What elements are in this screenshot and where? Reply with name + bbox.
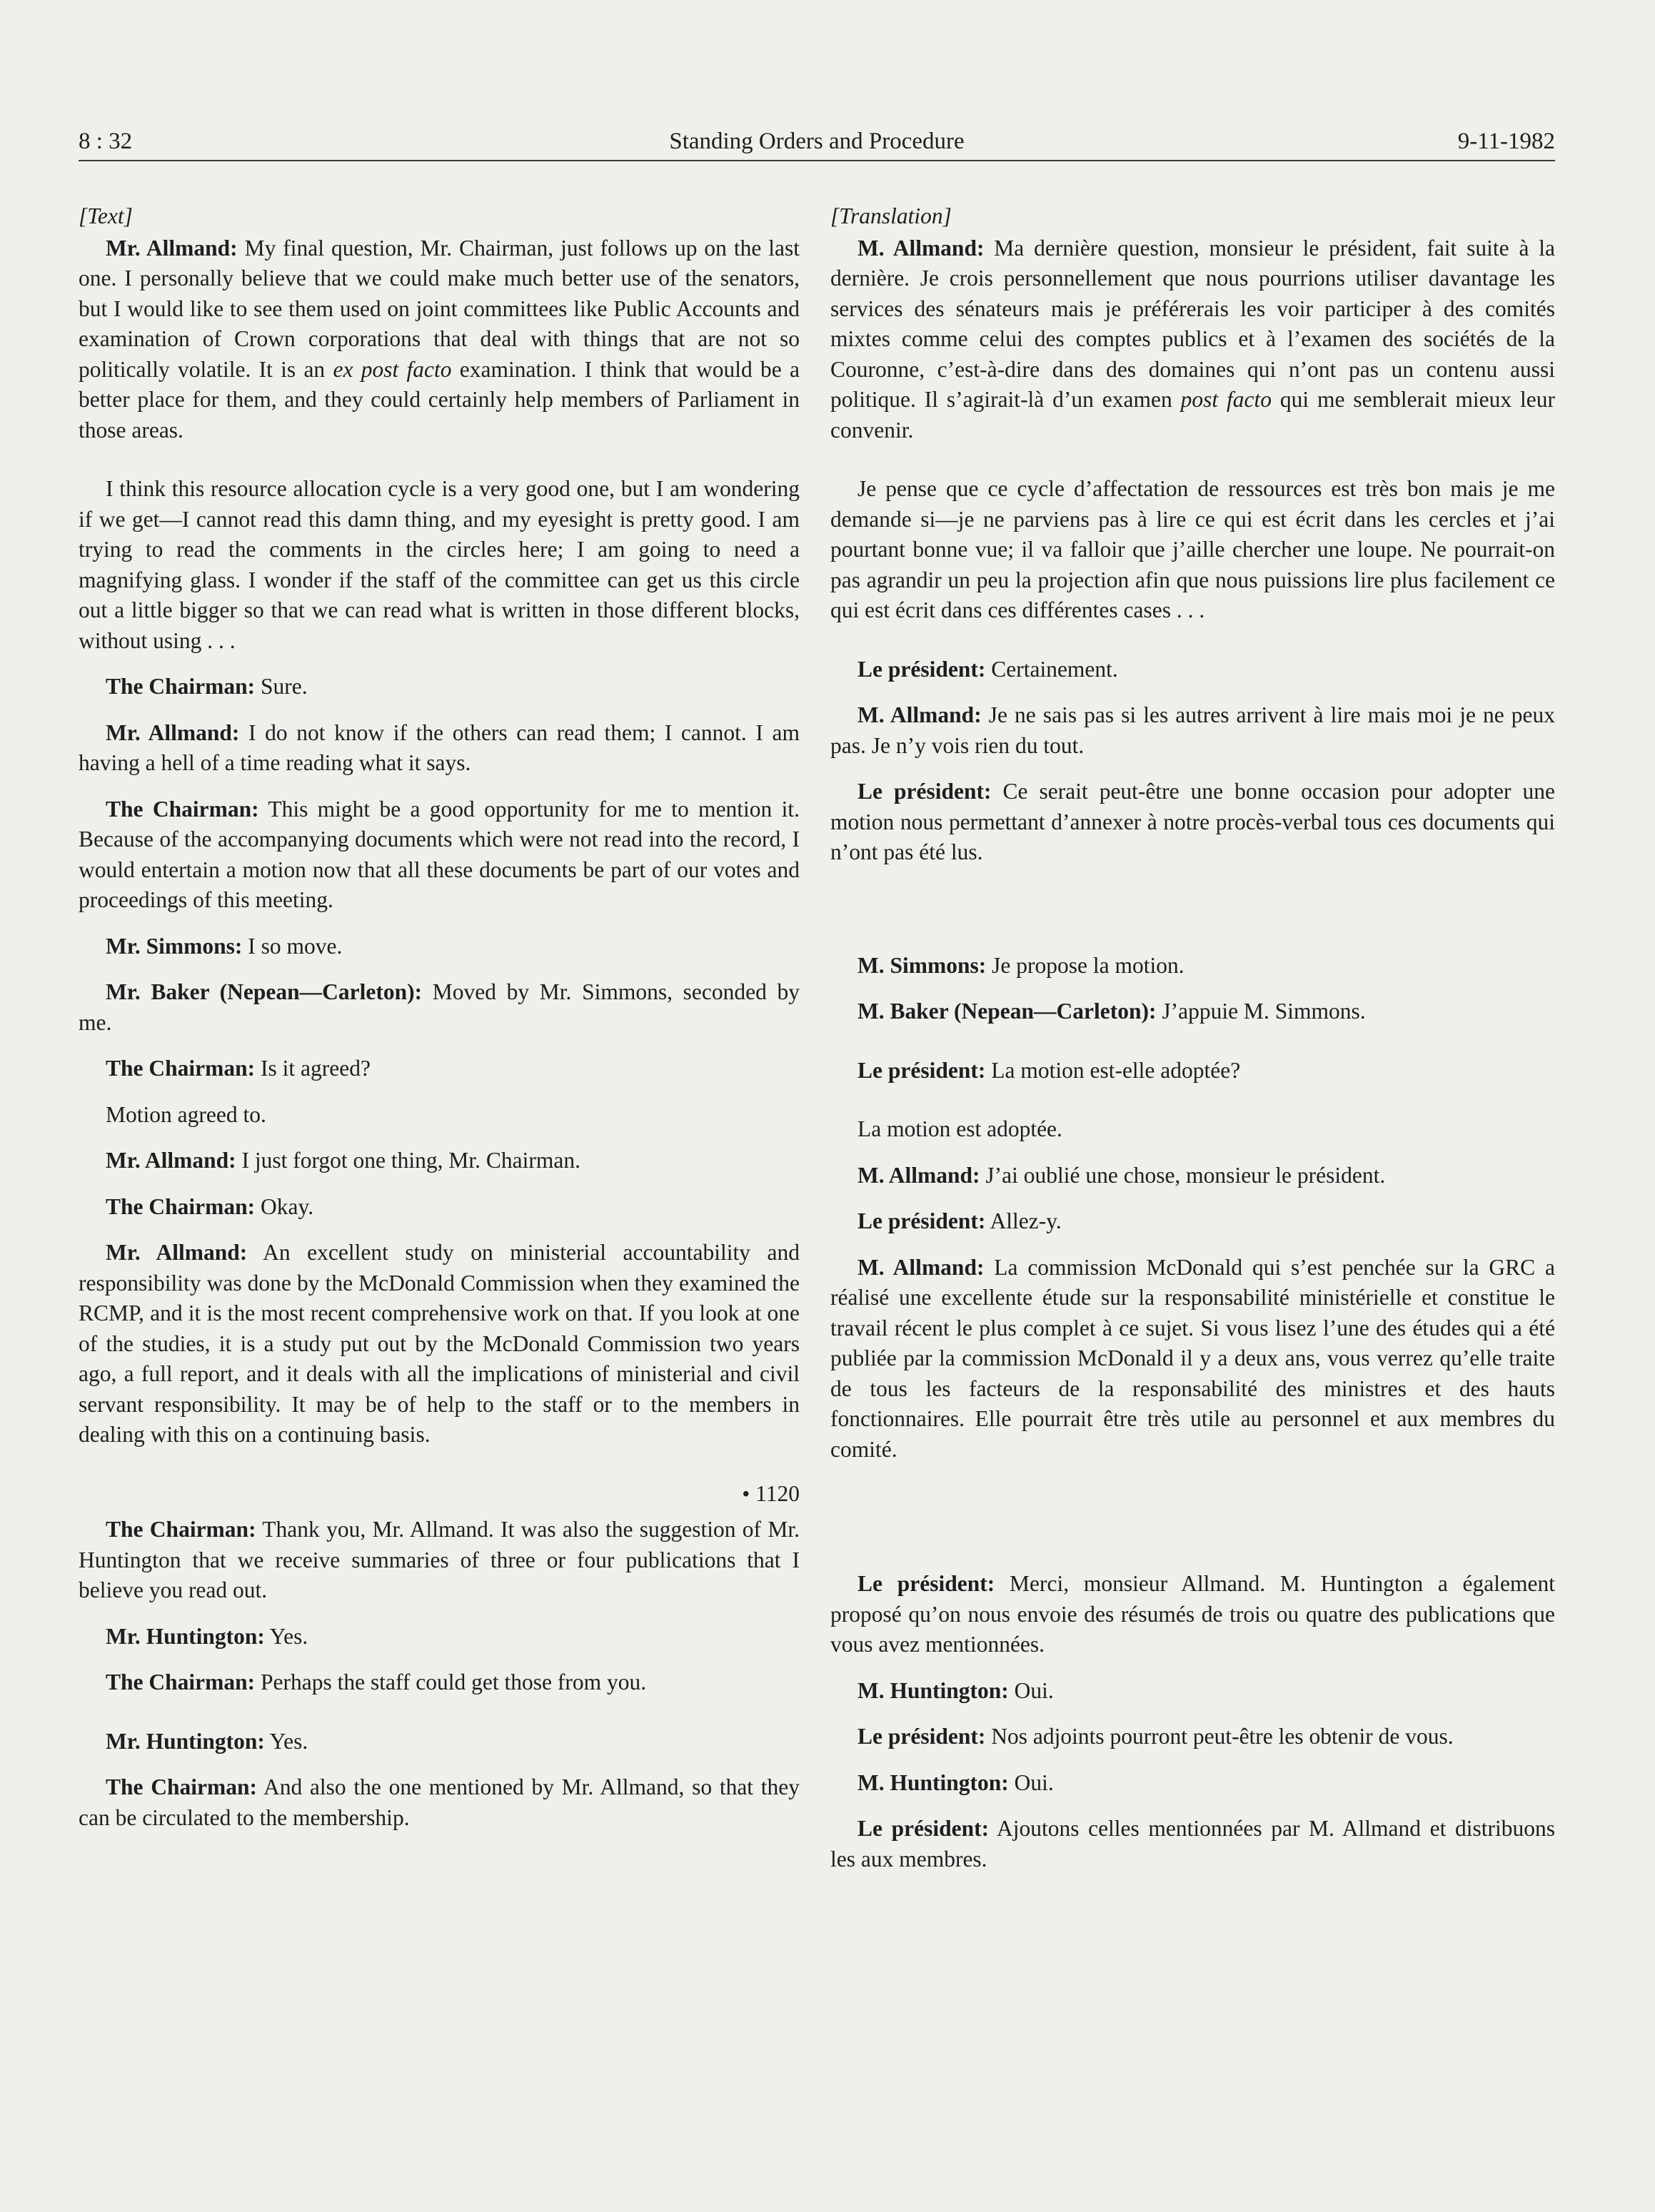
speaker-name: The Chairman: xyxy=(106,796,259,822)
paragraph xyxy=(830,996,1555,1027)
paragraph xyxy=(79,718,800,779)
paragraph xyxy=(830,1206,1555,1237)
paragraph xyxy=(79,1515,800,1606)
speech-text: I so move. xyxy=(242,933,343,959)
label-close-bracket: ] xyxy=(124,203,133,228)
speaker-name: M. Allmand: xyxy=(857,702,982,727)
speaker-name: Mr. Simmons: xyxy=(106,933,243,959)
speech-text: Thank you, Mr. Allmand. It was also the suggestion of Mr. Huntington that we receive summaries of three or four publications that I believe you read out. xyxy=(79,1517,800,1602)
speaker-name: M. Huntington: xyxy=(857,1677,1009,1703)
speech-text: Je propose la motion. xyxy=(986,952,1184,978)
section-label-word: Translation xyxy=(839,203,943,228)
speaker-name: Le président: xyxy=(857,1057,986,1083)
speech-text: J’appuie M. Simmons. xyxy=(1156,999,1366,1024)
page-number: 8 : 32 xyxy=(79,128,133,154)
paragraph xyxy=(830,1569,1555,1660)
paragraph xyxy=(830,1676,1555,1707)
speech-text: Certainement. xyxy=(985,656,1118,682)
speech-text: Ma dernière question, monsieur le président, fait suite à la dernière. Je crois personnellement que nous pourrions utiliser davantage les services des sénateurs mais je préférerais les voir participer à des comités mixtes comme celui des comptes publics et à l’examen des sociétés de la Couronne, c’est-à-dire dans des domaines qui n’ont pas un contenu aussi politique. Il s’agirait-là d’un examen xyxy=(830,235,1555,412)
speech-text: Sure. xyxy=(255,674,308,699)
speech-text: examination. I think that would be a better place for them, and they could certainly help members of Parliament in those areas. xyxy=(79,356,800,443)
speech-text: I do not know if the others can read them; I cannot. I am having a hell of a time reading what it says. xyxy=(79,719,800,775)
speaker-name: M. Baker (Nepean—Carleton): xyxy=(857,999,1157,1024)
speech-text: Allez-y. xyxy=(985,1208,1062,1233)
speaker-name: Le président: xyxy=(857,1816,990,1841)
meeting-date: 9-11-1982 xyxy=(1457,128,1555,154)
latin-phrase: ex post facto xyxy=(333,356,452,382)
speaker-name: M. Simmons: xyxy=(857,952,987,978)
speech-text: Je ne sais pas si les autres arrivent à lire mais moi je ne peux pas. Je n’y vois rien du tout. xyxy=(830,702,1555,758)
speech-text: Ce serait peut-être une bonne occasion pour adopter une motion nous permettant d’annexer à notre procès-verbal tous ces documents qui n’ont pas été lus. xyxy=(830,779,1555,864)
paragraph xyxy=(830,951,1555,981)
speech-text: Is it agreed? xyxy=(255,1056,371,1081)
paragraph xyxy=(79,977,800,1038)
time-marker: • 1120 xyxy=(742,1480,800,1506)
speech-text: This might be a good opportunity for me to mention it. Because of the accompanying documents which were not read into the record, I would entertain a motion now that all these documents be part of our votes and proceedings of this meeting. xyxy=(79,796,800,912)
paragraph xyxy=(830,777,1555,868)
label-close-bracket: ] xyxy=(942,203,952,228)
speech-text: La motion est-elle adoptée? xyxy=(985,1057,1241,1083)
speech-text: Ajoutons celles mentionnées par M. Allmand et distribuons les aux membres. xyxy=(830,1816,1555,1872)
speech-text: Merci, monsieur Allmand. M. Huntington a également proposé qu’on nous envoie des résumés de trois ou quatre des publications que vous avez mentionnées. xyxy=(830,1571,1555,1657)
speaker-name: Mr. Allmand: xyxy=(106,235,238,261)
paragraph xyxy=(830,1253,1555,1465)
paragraph xyxy=(79,1192,800,1223)
paragraph xyxy=(79,931,800,962)
speaker-name: The Chairman: xyxy=(106,1670,256,1695)
paragraph xyxy=(830,655,1555,685)
section-label-translation xyxy=(830,201,1555,232)
speech-text: My final question, Mr. Chairman, just follows up on the last one. I personally believe that we could make much better use of the senators, but I would like to see them used on joint committees like Public Accounts and examination of Crown corporations that deal with things that are not so politically volatile. It is an xyxy=(79,235,800,382)
speaker-name: Le président: xyxy=(857,779,992,804)
speech-text: Nos adjoints pourront peut-être les obtenir de vous. xyxy=(985,1724,1454,1749)
paragraph xyxy=(79,1622,800,1652)
paragraph xyxy=(79,233,800,446)
speaker-name: M. Huntington: xyxy=(857,1769,1009,1795)
speaker-name: Le président: xyxy=(857,1208,986,1233)
paragraph: I think this resource allocation cycle is a very good one, but I am wondering if we get—I cannot read this damn thing, and my eyesight is pretty good. I am trying to read the comments in the circles here; I am going to need a magnifying glass. I wonder if the staff of the committee can get us this circle out a little bigger so that we can read what is written in those different blocks, without using . . . xyxy=(79,476,800,653)
paragraph xyxy=(79,1146,800,1176)
speaker-name: M. Allmand: xyxy=(857,235,985,261)
paragraph xyxy=(830,233,1555,446)
paragraph xyxy=(830,700,1555,761)
speaker-name: Mr. Allmand: xyxy=(106,1148,236,1173)
paragraph xyxy=(79,1054,800,1084)
speaker-name: Mr. Allmand: xyxy=(106,719,240,745)
section-label-text xyxy=(79,201,800,232)
paragraph xyxy=(830,1722,1555,1752)
speaker-name: Mr. Huntington: xyxy=(106,1728,265,1754)
speech-text: Yes. xyxy=(264,1728,308,1754)
speaker-name: Mr. Baker (Nepean—Carleton): xyxy=(106,979,423,1004)
label-open-bracket: [ xyxy=(830,203,840,228)
speech-text: Okay. xyxy=(255,1193,314,1219)
speech-text: Perhaps the staff could get those from you. xyxy=(255,1670,647,1695)
speaker-name: The Chairman: xyxy=(106,1517,256,1542)
speaker-name: Le président: xyxy=(857,656,986,682)
speech-text: Yes. xyxy=(264,1623,308,1649)
speech-text: Moved by Mr. Simmons, seconded by me. xyxy=(79,979,800,1035)
speech-text: J’ai oublié une chose, monsieur le président. xyxy=(980,1162,1386,1188)
speech-text: An excellent study on ministerial accountability and responsibility was done by the McDonald Commission when they examined the RCMP, and it is the most recent comprehensive work on that. If you look at one of the studies, it is a study put out by the McDonald Commission two years ago, a full report, and it deals with all the implications of ministerial and civil servant responsibility. It may be of help to the staff or to the members in dealing with this on a continuing basis. xyxy=(79,1240,800,1447)
speaker-name: The Chairman: xyxy=(106,674,256,699)
label-open-bracket: [ xyxy=(79,203,88,228)
motion-result: La motion est adoptée. xyxy=(857,1116,1062,1141)
paragraph xyxy=(79,794,800,916)
paragraph xyxy=(79,1238,800,1450)
paragraph xyxy=(830,1814,1555,1874)
speaker-name: Mr. Huntington: xyxy=(106,1623,265,1649)
paragraph xyxy=(79,672,800,702)
paragraph: Je pense que ce cycle d’affectation de ressources est très bon mais je me demande si—je ne parviens pas à lire ce qui est écrit dans les cercles et j’ai pourtant bonne vue; il va falloir que j’aille chercher une loupe. Ne pourrait-on pas agrandir un peu la projection afin que nous puissions lire plus facilement ce qui est écrit dans ces différentes cases . . . xyxy=(830,476,1555,622)
speaker-name: Le président: xyxy=(857,1724,986,1749)
paragraph xyxy=(830,1161,1555,1191)
speech-text: Oui. xyxy=(1008,1677,1054,1703)
speaker-name: M. Allmand: xyxy=(857,1254,985,1280)
motion-result: Motion agreed to. xyxy=(106,1101,266,1127)
english-column xyxy=(79,201,800,1833)
speech-text: qui me semblerait mieux leur convenir. xyxy=(830,387,1556,443)
section-label-word: Text xyxy=(87,203,124,228)
french-column xyxy=(830,201,1555,1874)
speaker-name: M. Allmand: xyxy=(857,1162,980,1188)
speaker-name: Le président: xyxy=(857,1571,995,1596)
paragraph xyxy=(79,1727,800,1757)
latin-phrase: post facto xyxy=(1180,387,1272,412)
speaker-name: The Chairman: xyxy=(106,1774,257,1799)
speech-text: Oui. xyxy=(1008,1769,1054,1795)
paragraph xyxy=(830,1768,1555,1799)
speech-text: And also the one mentioned by Mr. Allmand, so that they can be circulated to the membership. xyxy=(79,1774,800,1830)
speaker-name: The Chairman: xyxy=(106,1193,256,1219)
speaker-name: Mr. Allmand: xyxy=(106,1240,248,1265)
publication-title: Standing Orders and Procedure xyxy=(669,128,965,154)
speech-text: I just forgot one thing, Mr. Chairman. xyxy=(236,1148,580,1173)
paragraph xyxy=(830,1056,1555,1086)
speaker-name: The Chairman: xyxy=(106,1056,256,1081)
paragraph xyxy=(79,1772,800,1833)
paragraph xyxy=(79,1667,800,1698)
speech-text: La commission McDonald qui s’est penchée sur la GRC a réalisé une excellente étude sur la responsabilité ministérielle et constitue le travail récent le plus complet à ce sujet. Si vous lisez l’une des études qui a été publiée par la commission McDonald il y a deux ans, vous verrez qu’elle traite de tous les facteurs de la responsabilité des ministres et des hauts fonctionnaires. Elle pourrait être très utile au personnel et aux membres du comité. xyxy=(830,1254,1555,1462)
running-header xyxy=(79,123,1555,161)
